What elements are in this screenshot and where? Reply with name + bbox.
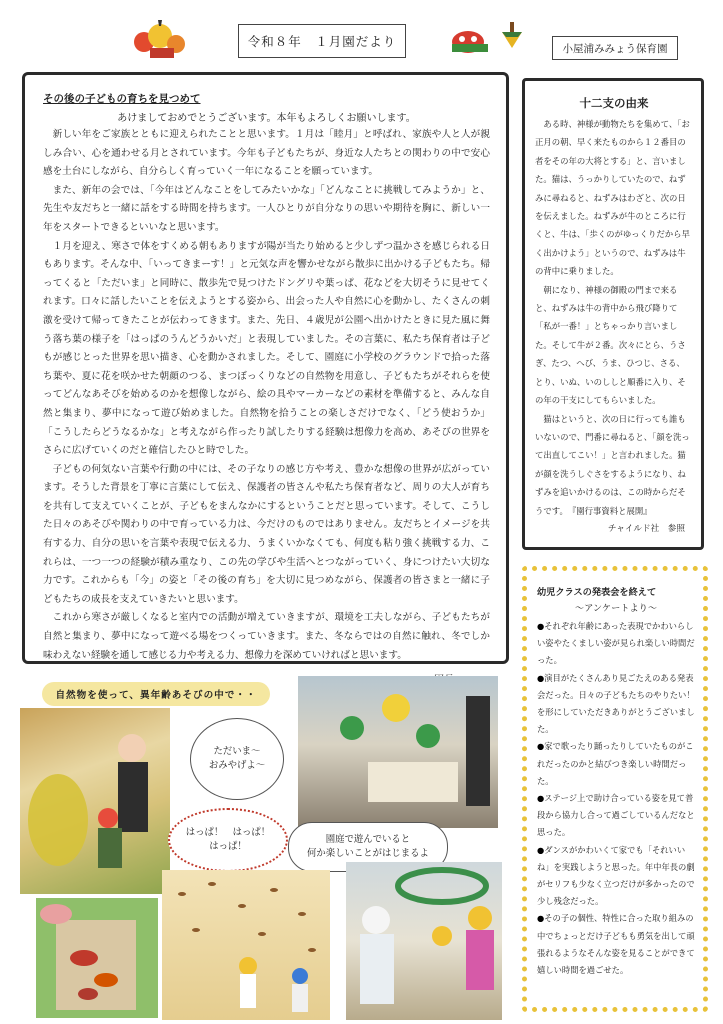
- issue-title: 令和８年 １月園だより: [238, 24, 406, 58]
- letter-paragraph: これから寒さが厳しくなると室内での活動が増えていきますが、環境を工夫しながら、子どもたちが自然と集まり、夢中になって遊べる場をつくっていきます。また、冬ならではの自然に触れ、冬でしか味わえない経験を通して感じる力や考える力、想像力を深めていければと思います。: [43, 612, 490, 661]
- zodiac-title: 十二支の由来: [579, 96, 649, 110]
- photo-children-with-branches: [20, 708, 170, 894]
- new-year-decoration-icon: [130, 14, 190, 62]
- survey-item: ●それぞれ年齢にあった表現でかわいらしい姿やたくましい姿が見られ楽しい時間だった。: [537, 621, 695, 666]
- letter-greeting: あけましておめでとうございます。本年もよろしくお願いします。: [117, 113, 416, 124]
- survey-title: 幼児クラスの発表会を終えて: [537, 587, 657, 598]
- letter-heading: その後の子どもの育ちを見つめて: [43, 93, 201, 105]
- photo-falling-leaves: [162, 870, 330, 1020]
- zodiac-story-box: [522, 78, 704, 550]
- letter-paragraph: １月を迎え、寒さで体をすくめる朝もありますが陽が当たり始めると少しずつ温かさを感じられる日もあります。そんな中、「いってきまーす！」と元気な声を響かせながら散歩に出かける子どもたち。帰ってくると「ただいま」と同時に、散歩先で見つけたドングリや葉っぱ、花などを大切そうに見せてくれます。口々に話したいことを伝えようとする姿から、出会った人や自然に心を動かし、たくさんの刺激を受けて帰ってきたことが伝わってきます。また、先日、４歳児が公園へ出かけたときに見た風に舞う落ち葉の様子を「はっぱのうんどうかいだ」と表現していました。その言葉に、私たち保育者は子どもが感じとった世界を思い描き、心を動かされました。そして、園庭に小学校のグラウンドで拾った落ち葉や、夏に花を咲かせた朝顔のつる、まつぼっくりなどの自然物を用意し、子どもたちがそれらを使ってどんなあそびを始めるのかを想像しながら、絵の具やマーカーなどの素材を準備すると、みんな自然と集まり、夢中になって遊び始めました。自然物を拾うことの楽しさだけでなく、「どう使おうか」「こうしたらどうなるかな」と考えながら作ったり試したりする経験は想像力を高め、あそびの世界をさらに広げていくのだと確信したひと時でした。: [43, 240, 490, 457]
- survey-item: ●演目がたくさんあり見ごたえのある発表会だった。日々の子どもたちのやりたい！を形にしていただきありがとうございました。: [537, 672, 695, 735]
- survey-item: ●その子の個性、特性に合った取り組みの中でちょっとだけ子どもも勇気を出して頑張れるようなそんな姿を見ることができて嬉しい時間を過ごせた。: [537, 913, 695, 976]
- zodiac-credit: チャイルド社 参照: [607, 523, 685, 534]
- photo-children-with-hoop: [346, 862, 502, 1020]
- principal-letter: [22, 72, 509, 664]
- speech-bubble-home: ただいま～ おみやげよ～: [190, 718, 284, 800]
- zodiac-paragraph: ある時、神様が動物たちを集めて、「お正月の朝、早く来たものから１２番目の者をその年の大将とする」と、言いました。猫は、うっかりしていたので、ねずみに尋ねると、ねずみはわざと、次の日を伝えました。ねずみが牛のところに行くと、牛は、「歩くのがゆっくりだから早く出かけよう」というので、ねずみは牛の背中に乗りました。: [535, 119, 690, 277]
- photo-leaves-on-tray: [36, 898, 158, 1018]
- recital-survey-box: [522, 566, 708, 1012]
- letter-paragraph: 新しい年をご家族とともに迎えられたことと思います。１月は「睦月」と呼ばれ、家族や人と人が親しみ合い、心を通わせる月とされています。今年も子どもたちが、身近な人たちとの関わりの中で安心感を土台にしながら、自分らしく育っていく一年になることを願っています。: [43, 129, 490, 178]
- photo-section-caption: 自然物を使って、異年齢あそびの中で・・: [42, 682, 270, 706]
- photo-children-crafting: [298, 676, 498, 828]
- letter-paragraph: 子どもの何気ない言葉や行動の中には、その子なりの感じ方や考え、豊かな想像の世界が広がっています。そうした背景を丁寧に言葉にして伝え、保護者の皆さんや私たち保育者など、周りの大人が育ちを共有して支えていくことが、子どもをまんなかにするということだと思っています。そして、こうした日々のあそびや関わりの中で育っている力は、今だけのものではありません。友だちとイメージを共有する力、自分の思いを言葉や表現で伝える力、うまくいかなくても、何度も粘り強く挑戦する力、これらは、一つ一つの経験が積み重なり、この先の学びや生活へとつながっていく、身につけたい大切な力です。これからも「今」の姿と「その後の育ち」を大切に見つめながら、保護者の皆さまと一緒に子どもたちの成長を支えていきたいと思います。: [43, 463, 490, 605]
- survey-item: ●ダンスがかわいくて家でも「それいいね」を実践しようと思った。年中年長の劇がセリフも少なく立つだけが多かったので少し残念だった。: [537, 844, 695, 907]
- survey-subtitle: ～アンケートより～: [574, 603, 658, 614]
- zodiac-paragraph: 猫はというと、次の日に行っても誰もいないので、門番に尋ねると、「顔を洗って出直してこい！」と言われました。猫が顔を洗うしぐさをするようになり、ねずみを追いかけるのは、この時からだそうです。 『園行事資料と展開』: [535, 413, 690, 516]
- speech-bubble-leaves: はっぱ！ はっぱ！ はっぱ！: [168, 808, 288, 872]
- lion-dance-icon: [448, 26, 492, 56]
- speech-bubble-park: 園庭で遊んでいると 何か楽しいことがはじまるよ: [288, 822, 448, 872]
- survey-item: ●家で歌ったり踊ったりしていたものがこれだったのかと結びつき楽しい時間だった。: [537, 741, 694, 786]
- school-name: 小屋浦みみょう保育園: [552, 36, 678, 60]
- letter-paragraph: また、新年の会では、「今年はどんなことをしてみたいかな」「どんなことに挑戦してみようか」と、先生や友だちと一緒に話をする時間を持ちます。一人ひとりが自分なりの思いや期待を胸に、新しい一年をスタートできるといいなと思います。: [43, 184, 490, 233]
- spinning-top-icon: [500, 20, 524, 50]
- zodiac-paragraph: 朝になり、神様の御殿の門まで来ると、ねずみは牛の背中から飛び降りて「私が一番！」とちゃっかり言いました。そして牛が２番。次々にとら、うさぎ、たつ、へび、うま、ひつじ、さる、とり、いぬ、いのししと順番に入り、その年の干支にしてもらいました。: [535, 284, 686, 406]
- survey-item: ●ステージ上で助け合っている姿を見て普段から協力し合って過ごしているんだなと思った。: [537, 793, 695, 838]
